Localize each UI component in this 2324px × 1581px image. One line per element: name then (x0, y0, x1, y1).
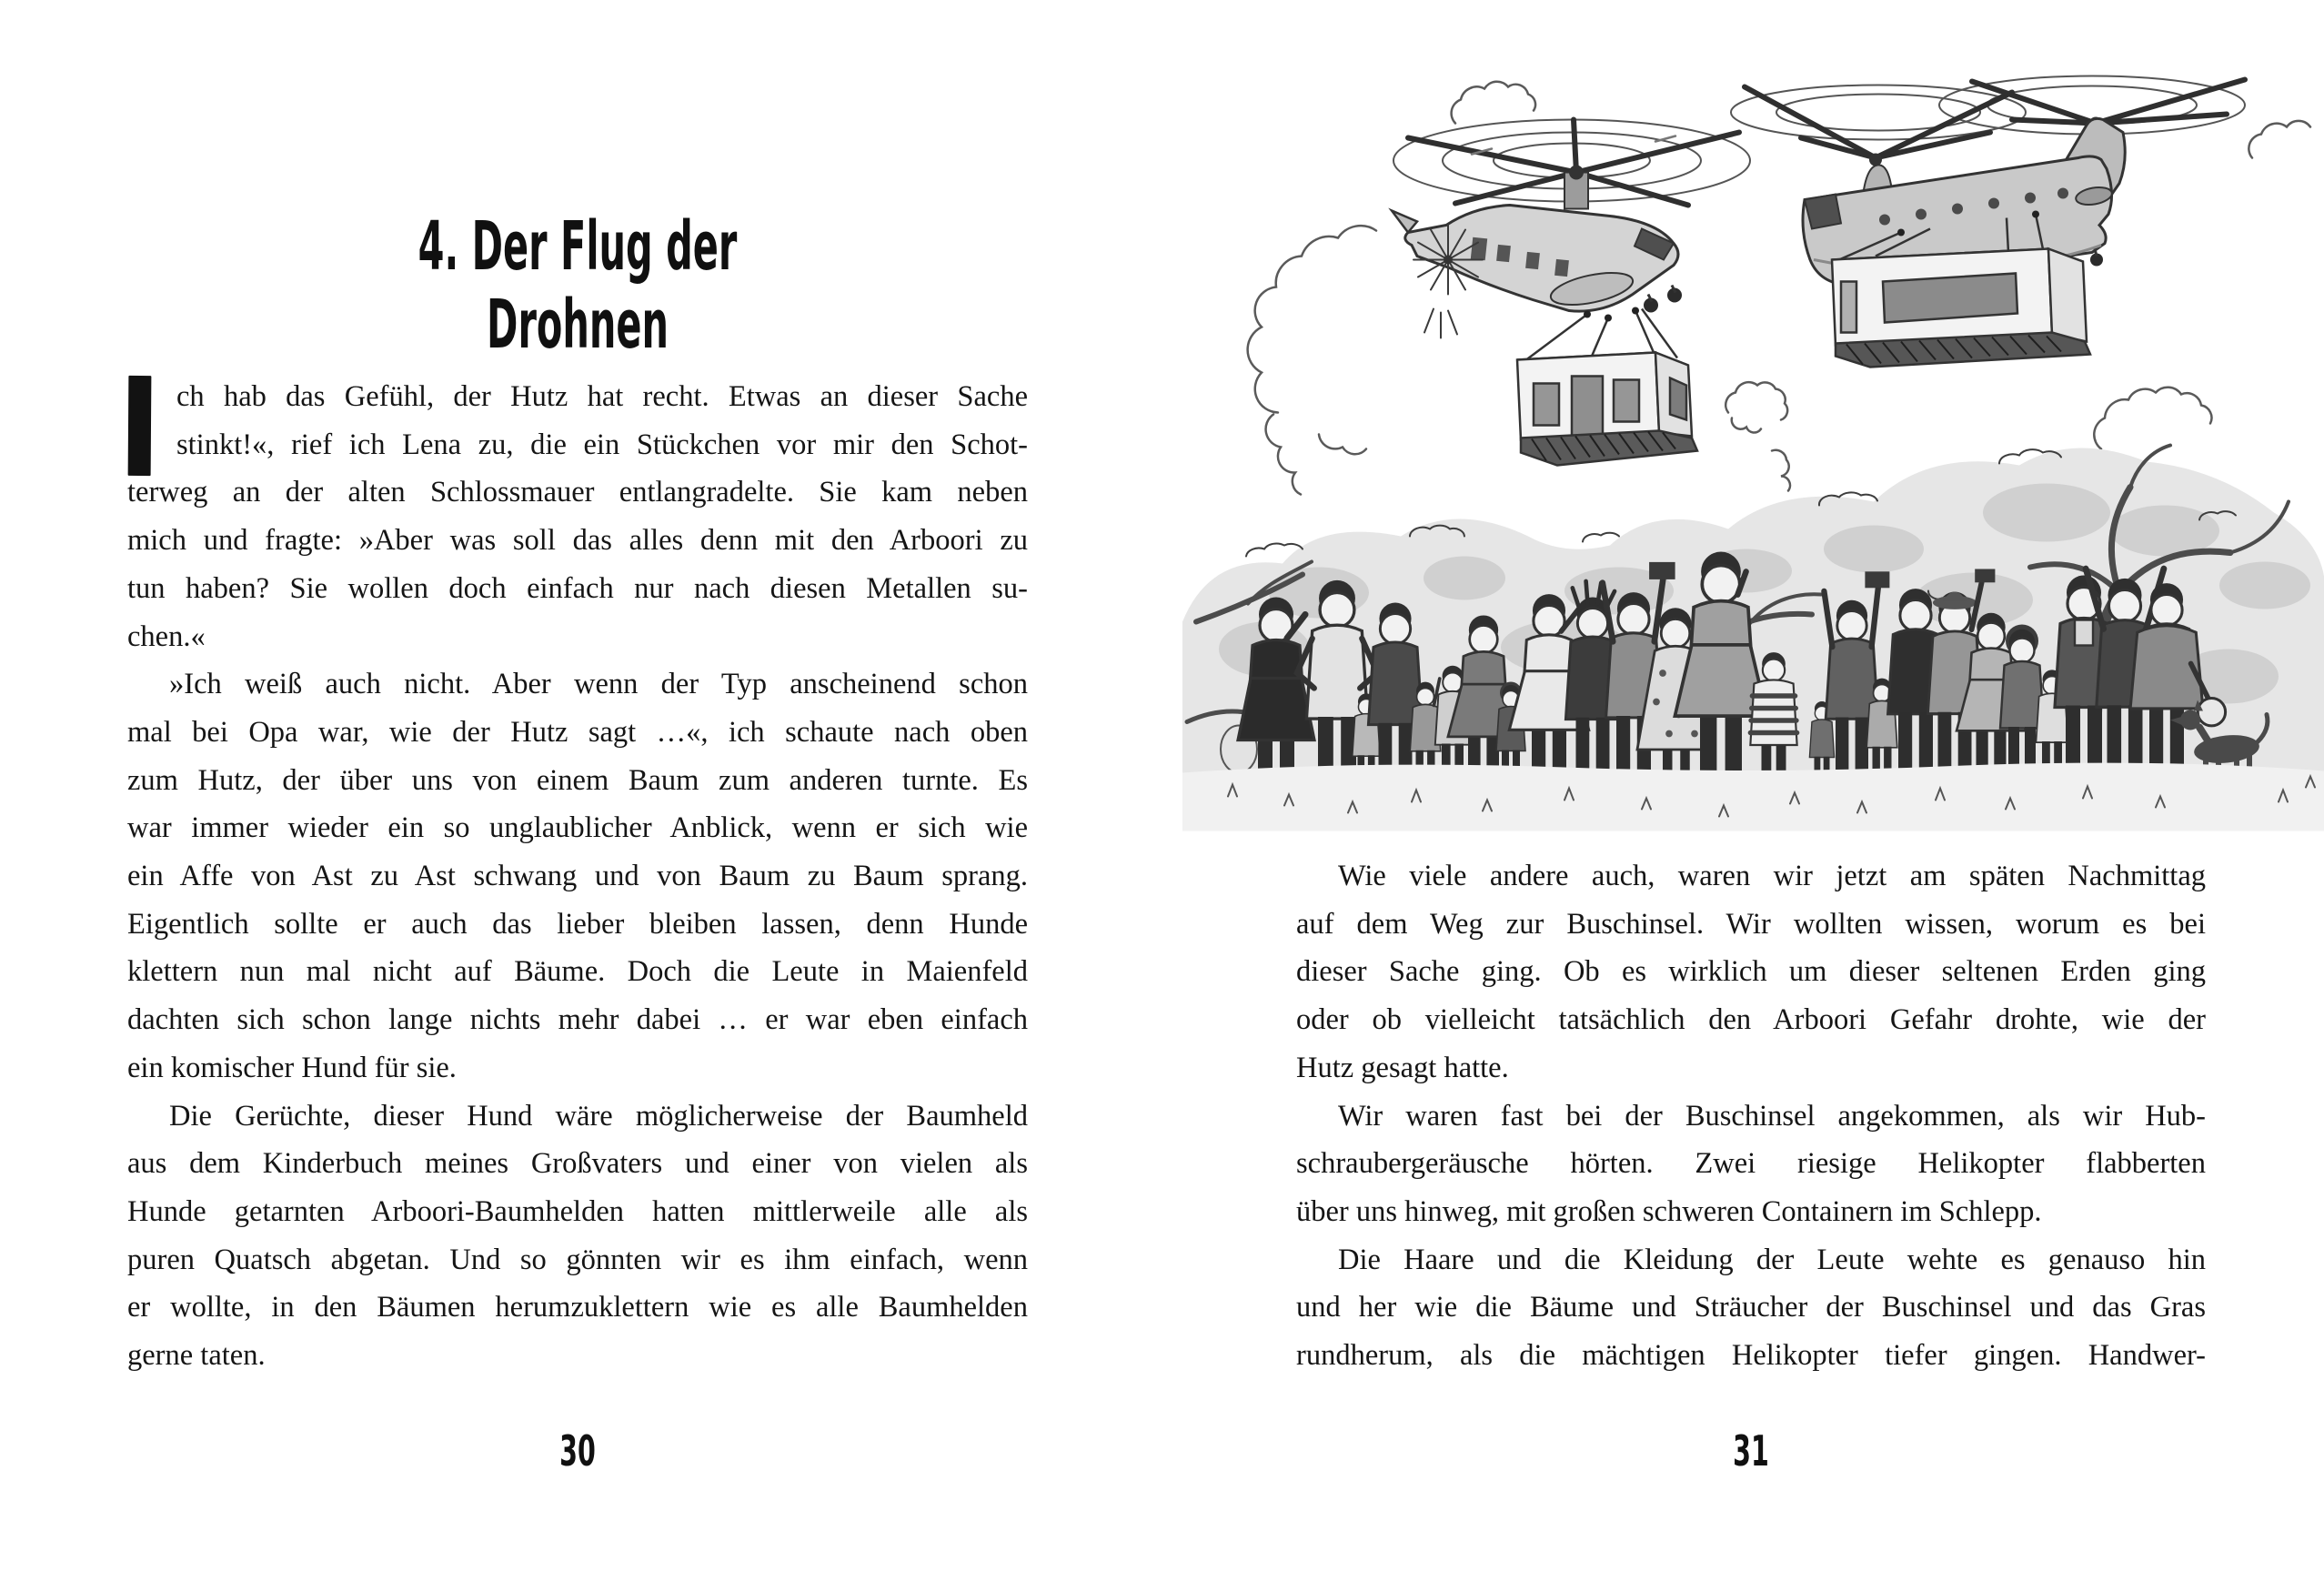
text-line: oder ob vielleicht tatsächlich den Arboori Gefahr drohte, wie der (1296, 1003, 2206, 1037)
illustration-helicopters-over-crowd (1182, 20, 2324, 832)
left-container (1517, 353, 1697, 466)
text-line: war immer wieder ein so unglaublicher Anblick, wenn er sich wie (127, 811, 1028, 845)
text-line: mich und fragte: »Aber was soll das alles denn mit den Arboori zu (127, 524, 1028, 558)
text-line: Die Haare und die Kleidung der Leute wehte es genauso hin (1338, 1243, 2206, 1276)
text-line: schraubergeräusche hörten. Zwei riesige Helikopter flabberten (1296, 1147, 2206, 1181)
text-line: stinkt!«, rief ich Lena zu, die ein Stückchen vor mir den Schot- (176, 428, 1028, 461)
text-line: Wir waren fast bei der Buschinsel angekommen, als wir Hub- (1338, 1099, 2206, 1133)
text-line: puren Quatsch abgetan. Und so gönnten wir es ihm einfach, wenn (127, 1243, 1028, 1276)
text-line: Wie viele andere auch, waren wir jetzt am späten Nachmittag (1338, 860, 2206, 892)
text-line: rundherum, als die mächtigen Helikopter tiefer gingen. Handwer- (1296, 1339, 2206, 1373)
text-line: dachten sich schon lange nichts mehr dabei … er war eben einfach (127, 1003, 1028, 1037)
text-line: »Ich weiß auch nicht. Aber wenn der Typ anscheinend schon (169, 668, 1028, 701)
text-line: mal bei Opa war, wie der Hutz sagt …«, ich schaute nach oben (127, 715, 1028, 749)
text-line: ch hab das Gefühl, der Hutz hat recht. Etwas an dieser Sache (176, 380, 1028, 413)
text-line: dieser Sache ging. Ob es wirklich um dieser seltenen Erden ging (1296, 955, 2206, 989)
text-line: Die Gerüchte, dieser Hund wäre möglicherweise der Baumheld (169, 1099, 1028, 1133)
left-helicopter (1392, 120, 1750, 360)
text-line: ein Affe von Ast zu Ast schwang und von Baum zu Baum sprang. (127, 860, 1028, 893)
text-line: gerne taten. (127, 1339, 266, 1373)
text-line: zum Hutz, der über uns von einem Baum zum anderen turnte. Es (127, 763, 1028, 797)
chapter-title: 4. Der Flug der Drohnen (418, 207, 738, 364)
text-line: Hunde getarnten Arboori-Baumhelden hatten mittlerweile alle als (127, 1194, 1028, 1228)
right-container (1832, 249, 2090, 368)
text-line: tun haben? Sie wollen doch einfach nur nach diesen Metallen su- (127, 571, 1028, 605)
text-line: ein komischer Hund für sie. (127, 1051, 457, 1084)
text-line: und her wie die Bäume und Sträucher der Buschinsel und das Gras (1296, 1291, 2206, 1324)
text-line: über uns hinweg, mit großen schweren Containern im Schlepp. (1296, 1194, 2042, 1228)
text-line: Eigentlich sollte er auch das lieber bleiben lassen, denn Hunde (127, 907, 1028, 941)
text-line: chen.« (127, 619, 206, 653)
text-line: er wollte, in den Bäumen herumzuklettern wie es alle Baumhelden (127, 1291, 1028, 1324)
text-line: klettern nun mal nicht auf Bäume. Doch die Leute in Maienfeld (127, 955, 1028, 989)
page-number-left: 30 (559, 1426, 596, 1475)
text-line: aus dem Kinderbuch meines Großvaters und einer von vielen als (127, 1147, 1028, 1181)
body-text-left (127, 373, 1028, 1380)
text-line: terweg an der alten Schlossmauer entlangradelte. Sie kam neben (127, 476, 1028, 509)
text-line: Hutz gesagt hatte. (1296, 1051, 1509, 1084)
body-text-right (1296, 852, 2206, 1380)
page-number-right: 31 (1733, 1426, 1769, 1475)
ground (1182, 763, 2324, 831)
text-line: auf dem Weg zur Buschinsel. Wir wollten wissen, worum es bei (1296, 907, 2206, 941)
